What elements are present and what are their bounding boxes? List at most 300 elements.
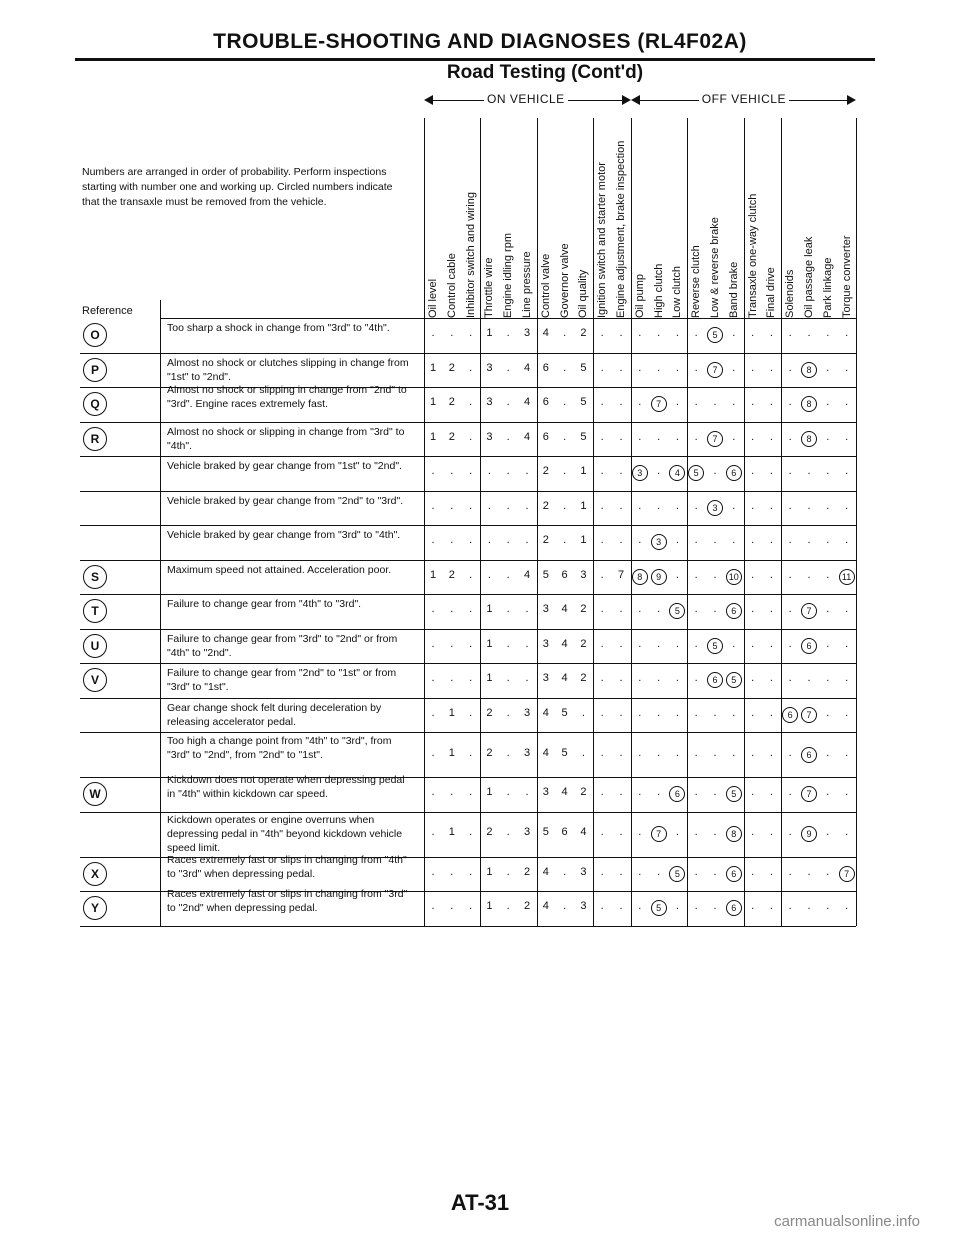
row-description: Vehicle braked by gear change from "1st" to "2nd". bbox=[167, 460, 402, 473]
grid-vline bbox=[160, 300, 161, 926]
grid-hline bbox=[80, 525, 856, 526]
table-cell bbox=[762, 465, 780, 477]
row-reference-badge: W bbox=[83, 782, 107, 806]
row-description: Failure to change gear from "4th" to "3rd". bbox=[167, 598, 362, 611]
table-cell bbox=[462, 569, 480, 581]
grid-hline bbox=[80, 560, 856, 561]
intro-text: Numbers are arranged in order of probability. Perform inspections starting with number one and working up. Circled numbers indicate that the transaxle must be removed from the vehicle. bbox=[82, 166, 393, 208]
table-cell bbox=[462, 672, 480, 684]
circled-number: 7 bbox=[801, 707, 817, 723]
table-cell bbox=[668, 826, 686, 838]
table-cell bbox=[762, 707, 780, 719]
table-cell bbox=[480, 500, 498, 512]
cell-value: 1 bbox=[486, 672, 493, 685]
circled-number: 8 bbox=[801, 396, 817, 412]
column-header bbox=[426, 110, 440, 318]
table-cell bbox=[424, 900, 442, 912]
cell-value: . bbox=[469, 900, 473, 913]
grid-vline bbox=[744, 118, 745, 926]
table-cell bbox=[424, 569, 442, 581]
table-cell bbox=[518, 431, 536, 443]
table-cell bbox=[612, 786, 630, 798]
cell-value: . bbox=[525, 603, 529, 616]
cell-value: . bbox=[600, 327, 604, 340]
table-cell bbox=[781, 826, 799, 838]
cell-value: . bbox=[751, 568, 755, 581]
cell-value: . bbox=[600, 430, 604, 443]
cell-value: 5 bbox=[580, 361, 587, 374]
row-description: Too high a change point from "4th" to "3rd", from "3rd" to "2nd", from "2nd" to "1st". bbox=[167, 734, 392, 761]
circled-number: 5 bbox=[651, 900, 667, 916]
cell-value: 4 bbox=[542, 865, 549, 878]
table-cell bbox=[556, 672, 574, 684]
column-header-label: Torque converter bbox=[840, 235, 853, 318]
cell-value: . bbox=[826, 465, 830, 478]
table-cell bbox=[650, 747, 668, 759]
cell-value: . bbox=[619, 327, 623, 340]
table-cell bbox=[480, 603, 498, 615]
table-cell bbox=[650, 327, 668, 339]
cell-value: . bbox=[751, 826, 755, 838]
table-cell bbox=[819, 707, 837, 719]
cell-value: . bbox=[619, 865, 623, 878]
table-cell bbox=[650, 638, 668, 650]
table-cell bbox=[819, 396, 837, 408]
table-cell bbox=[574, 747, 592, 759]
column-header bbox=[652, 110, 666, 318]
grid-vline bbox=[856, 118, 857, 926]
table-cell bbox=[537, 826, 555, 838]
table-cell bbox=[687, 534, 705, 546]
cell-value: . bbox=[845, 706, 849, 719]
table-cell bbox=[480, 396, 498, 408]
cell-value: . bbox=[845, 637, 849, 650]
cell-value: . bbox=[788, 465, 792, 478]
cell-value: . bbox=[638, 706, 642, 719]
table-cell bbox=[725, 569, 743, 585]
column-header-label: Final drive bbox=[765, 267, 778, 318]
table-cell bbox=[762, 672, 780, 684]
cell-value: . bbox=[506, 746, 510, 759]
cell-value: . bbox=[619, 430, 623, 443]
cell-value: . bbox=[826, 637, 830, 650]
table-cell bbox=[462, 396, 480, 408]
circled-number: 8 bbox=[801, 431, 817, 447]
table-cell bbox=[574, 534, 592, 546]
cell-value: . bbox=[826, 900, 830, 913]
cell-value: . bbox=[769, 499, 773, 512]
cell-value: 4 bbox=[523, 568, 531, 581]
table-cell bbox=[462, 826, 480, 838]
grid-hline bbox=[80, 353, 856, 354]
table-cell bbox=[762, 747, 780, 759]
table-cell bbox=[537, 786, 555, 798]
cell-value: 2 bbox=[486, 706, 493, 719]
table-cell bbox=[668, 465, 686, 481]
table-cell bbox=[593, 465, 611, 477]
cell-value: 2 bbox=[523, 865, 531, 878]
table-cell bbox=[725, 826, 743, 842]
column-header-label: Engine adjustment, brake inspection bbox=[615, 140, 627, 318]
cell-value: . bbox=[769, 786, 773, 799]
table-cell bbox=[462, 603, 480, 615]
table-cell bbox=[744, 396, 762, 408]
table-cell bbox=[574, 900, 592, 912]
cell-value: . bbox=[619, 499, 623, 512]
table-cell bbox=[687, 866, 705, 878]
table-cell bbox=[781, 672, 799, 684]
table-cell bbox=[612, 638, 630, 650]
cell-value: . bbox=[845, 534, 849, 547]
cell-value: . bbox=[506, 826, 510, 838]
table-cell bbox=[480, 900, 498, 912]
cell-value: . bbox=[807, 499, 811, 512]
table-cell bbox=[556, 396, 574, 408]
cell-value: 4 bbox=[542, 746, 549, 759]
cell-value: . bbox=[638, 637, 642, 650]
cell-value: . bbox=[506, 396, 510, 409]
cell-value: . bbox=[713, 865, 717, 878]
circled-number: 11 bbox=[839, 569, 855, 585]
cell-value: . bbox=[713, 786, 717, 799]
table-cell bbox=[744, 866, 762, 878]
cell-value: . bbox=[788, 900, 792, 913]
table-cell bbox=[556, 431, 574, 443]
cell-value: 3 bbox=[486, 430, 493, 443]
table-cell bbox=[424, 707, 442, 719]
cell-value: . bbox=[638, 499, 642, 512]
row-description: Gear change shock felt during deceleration by releasing accelerator pedal. bbox=[167, 701, 382, 728]
cell-value: . bbox=[788, 672, 792, 685]
table-cell bbox=[499, 362, 517, 374]
circled-number: 4 bbox=[669, 465, 685, 481]
column-header-label: Transaxle one-way clutch bbox=[746, 193, 759, 318]
cell-value: . bbox=[638, 786, 642, 799]
table-cell bbox=[650, 465, 668, 477]
table-cell bbox=[744, 362, 762, 374]
cell-value: . bbox=[469, 396, 473, 409]
off-vehicle-label: OFF VEHICLE bbox=[699, 92, 789, 106]
table-cell bbox=[537, 603, 555, 615]
cell-value: . bbox=[845, 900, 849, 913]
cell-value: . bbox=[845, 672, 849, 685]
row-reference-badge: V bbox=[83, 668, 107, 692]
table-cell bbox=[612, 500, 630, 512]
grid-vline bbox=[537, 118, 538, 926]
table-cell bbox=[593, 900, 611, 912]
column-header bbox=[501, 110, 515, 318]
table-cell bbox=[480, 866, 498, 878]
page-number: AT-31 bbox=[450, 1190, 510, 1215]
table-cell bbox=[593, 362, 611, 374]
cell-value: . bbox=[713, 746, 717, 759]
circled-number: 3 bbox=[707, 500, 723, 516]
cell-value: . bbox=[769, 396, 773, 409]
cell-value: . bbox=[845, 786, 849, 799]
cell-value: . bbox=[506, 568, 510, 581]
column-header-label: Throttle wire bbox=[483, 257, 496, 318]
cell-value: . bbox=[600, 637, 604, 650]
reference-label: Reference bbox=[82, 305, 133, 317]
table-cell bbox=[838, 327, 856, 339]
cell-value: . bbox=[845, 746, 849, 759]
cell-value: 2 bbox=[448, 430, 455, 443]
row-reference-badge: T bbox=[83, 599, 107, 623]
table-cell bbox=[744, 826, 762, 838]
table-cell bbox=[612, 431, 630, 443]
cell-value: . bbox=[675, 826, 679, 838]
table-cell bbox=[687, 826, 705, 838]
table-cell bbox=[574, 638, 592, 650]
circled-number: 6 bbox=[726, 603, 742, 619]
table-cell bbox=[518, 826, 536, 838]
table-cell bbox=[781, 900, 799, 912]
cell-value: 1 bbox=[486, 603, 493, 616]
table-cell bbox=[800, 747, 818, 763]
column-header-label: Ignition switch and starter motor bbox=[596, 162, 609, 318]
cell-value: . bbox=[506, 327, 510, 340]
cell-value: . bbox=[563, 327, 567, 340]
table-cell bbox=[781, 866, 799, 878]
table-cell bbox=[819, 747, 837, 759]
table-cell bbox=[781, 500, 799, 512]
cell-value: . bbox=[713, 826, 717, 838]
cell-value: . bbox=[619, 534, 623, 547]
cell-value: . bbox=[506, 900, 510, 913]
grid-hline bbox=[80, 422, 856, 423]
table-cell bbox=[838, 569, 856, 585]
table-cell bbox=[687, 327, 705, 339]
cell-value: 4 bbox=[561, 672, 568, 685]
cell-value: . bbox=[845, 499, 849, 512]
cell-value: 4 bbox=[523, 430, 531, 443]
cell-value: . bbox=[431, 706, 435, 719]
column-header bbox=[482, 110, 496, 318]
table-cell bbox=[424, 638, 442, 650]
cell-value: . bbox=[619, 826, 623, 838]
row-description: Too sharp a shock in change from "3rd" to "4th". bbox=[167, 322, 390, 335]
table-cell bbox=[800, 786, 818, 802]
cell-value: 2 bbox=[486, 746, 493, 759]
table-cell bbox=[480, 465, 498, 477]
table-cell bbox=[518, 638, 536, 650]
cell-value: . bbox=[826, 865, 830, 878]
cell-value: 4 bbox=[523, 396, 531, 409]
cell-value: . bbox=[675, 499, 679, 512]
table-cell bbox=[612, 747, 630, 759]
table-cell bbox=[819, 534, 837, 546]
cell-value: . bbox=[506, 637, 510, 650]
table-cell bbox=[800, 534, 818, 546]
table-cell bbox=[800, 569, 818, 581]
table-cell bbox=[762, 569, 780, 581]
cell-value: . bbox=[845, 603, 849, 616]
cell-value: . bbox=[788, 568, 792, 581]
table-cell bbox=[518, 327, 536, 339]
table-cell bbox=[499, 866, 517, 878]
column-header bbox=[445, 110, 459, 318]
table-cell bbox=[744, 900, 762, 912]
table-cell bbox=[443, 534, 461, 546]
column-header-label: Engine idling rpm bbox=[502, 233, 515, 318]
table-cell bbox=[668, 747, 686, 759]
table-cell bbox=[800, 900, 818, 912]
column-header-label: Band brake bbox=[727, 261, 740, 318]
grid-vline bbox=[781, 118, 782, 926]
circled-number: 5 bbox=[726, 786, 742, 802]
table-cell bbox=[781, 465, 799, 477]
row-description: Maximum speed not attained. Acceleration poor. bbox=[167, 563, 392, 576]
cell-value: . bbox=[845, 361, 849, 374]
table-cell bbox=[424, 672, 442, 684]
cell-value: . bbox=[807, 465, 811, 478]
cell-value: . bbox=[713, 706, 717, 719]
cell-value: . bbox=[732, 430, 736, 443]
table-cell bbox=[574, 603, 592, 615]
cell-value: . bbox=[469, 865, 473, 878]
table-cell bbox=[556, 638, 574, 650]
table-cell bbox=[593, 431, 611, 443]
cell-value: . bbox=[788, 396, 792, 409]
column-header bbox=[708, 110, 722, 318]
table-cell bbox=[443, 826, 461, 838]
circled-number: 8 bbox=[726, 826, 742, 842]
table-cell bbox=[537, 747, 555, 759]
cell-value: . bbox=[826, 786, 830, 799]
table-cell bbox=[612, 534, 630, 546]
cell-value: 6 bbox=[561, 568, 568, 581]
cell-value: . bbox=[450, 327, 454, 340]
table-cell bbox=[650, 707, 668, 719]
table-cell bbox=[424, 465, 442, 477]
circled-number: 7 bbox=[839, 866, 855, 882]
table-cell bbox=[725, 786, 743, 802]
table-cell bbox=[480, 327, 498, 339]
cell-value: . bbox=[675, 327, 679, 340]
cell-value: . bbox=[431, 826, 435, 838]
table-cell bbox=[800, 431, 818, 447]
cell-value: . bbox=[619, 361, 623, 374]
table-cell bbox=[499, 465, 517, 477]
cell-value: 1 bbox=[580, 534, 587, 547]
cell-value: . bbox=[751, 865, 755, 878]
circled-number: 9 bbox=[651, 569, 667, 585]
table-cell bbox=[706, 900, 724, 912]
table-cell bbox=[518, 569, 536, 581]
cell-value: . bbox=[638, 900, 642, 913]
cell-value: 1 bbox=[486, 637, 493, 650]
table-cell bbox=[499, 786, 517, 798]
table-cell bbox=[781, 786, 799, 798]
cell-value: . bbox=[675, 568, 679, 581]
cell-value: . bbox=[600, 361, 604, 374]
row-description: Almost no shock or slipping in change from "3rd" to "4th". bbox=[167, 425, 405, 452]
cell-value: . bbox=[487, 465, 491, 478]
table-cell bbox=[838, 707, 856, 719]
row-reference-badge: Y bbox=[83, 896, 107, 920]
cell-value: . bbox=[600, 826, 604, 838]
table-cell bbox=[537, 431, 555, 443]
table-cell bbox=[819, 786, 837, 798]
cell-value: 2 bbox=[580, 786, 587, 799]
cell-value: 6 bbox=[542, 396, 549, 409]
table-cell bbox=[518, 603, 536, 615]
table-cell bbox=[819, 500, 837, 512]
circled-number: 6 bbox=[782, 707, 798, 723]
table-cell bbox=[462, 362, 480, 374]
column-header bbox=[464, 110, 478, 318]
cell-value: . bbox=[713, 465, 717, 478]
cell-value: . bbox=[431, 900, 435, 913]
table-cell bbox=[593, 826, 611, 838]
table-cell bbox=[556, 826, 574, 838]
cell-value: . bbox=[826, 534, 830, 547]
table-cell bbox=[781, 396, 799, 408]
table-cell bbox=[518, 465, 536, 477]
table-cell bbox=[781, 603, 799, 615]
table-cell bbox=[631, 900, 649, 912]
off-vehicle-arrow-left bbox=[631, 95, 640, 105]
circled-number: 8 bbox=[801, 362, 817, 378]
cell-value: 4 bbox=[542, 900, 549, 913]
cell-value: 1 bbox=[486, 327, 493, 340]
table-cell bbox=[800, 638, 818, 654]
table-cell bbox=[480, 362, 498, 374]
table-cell bbox=[668, 672, 686, 684]
circled-number: 7 bbox=[651, 396, 667, 412]
cell-value: . bbox=[769, 465, 773, 478]
table-cell bbox=[443, 866, 461, 878]
row-reference-badge: P bbox=[83, 358, 107, 382]
cell-value: 2 bbox=[542, 465, 549, 478]
cell-value: . bbox=[619, 706, 623, 719]
cell-value: . bbox=[487, 568, 491, 581]
table-cell bbox=[462, 638, 480, 650]
table-cell bbox=[518, 707, 536, 719]
table-cell bbox=[480, 638, 498, 650]
table-cell bbox=[631, 786, 649, 798]
table-cell bbox=[612, 900, 630, 912]
circled-number: 6 bbox=[801, 747, 817, 763]
cell-value: . bbox=[788, 327, 792, 340]
cell-value: . bbox=[450, 465, 454, 478]
cell-value: . bbox=[469, 786, 473, 799]
table-cell bbox=[631, 638, 649, 650]
cell-value: . bbox=[657, 327, 661, 340]
table-cell bbox=[800, 866, 818, 878]
page-subtitle: Road Testing (Cont'd) bbox=[446, 62, 644, 83]
table-cell bbox=[574, 672, 592, 684]
table-cell bbox=[556, 603, 574, 615]
column-header bbox=[539, 110, 553, 318]
table-cell bbox=[650, 672, 668, 684]
table-cell bbox=[687, 431, 705, 443]
column-header bbox=[802, 110, 816, 318]
cell-value: . bbox=[788, 637, 792, 650]
table-cell bbox=[744, 638, 762, 650]
cell-value: . bbox=[431, 786, 435, 799]
table-cell bbox=[725, 500, 743, 512]
cell-value: . bbox=[751, 786, 755, 799]
cell-value: . bbox=[788, 746, 792, 759]
cell-value: . bbox=[600, 465, 604, 478]
table-cell bbox=[725, 396, 743, 408]
table-cell bbox=[518, 900, 536, 912]
table-cell bbox=[499, 327, 517, 339]
cell-value: . bbox=[619, 637, 623, 650]
table-cell bbox=[593, 638, 611, 650]
row-description: Failure to change gear from "3rd" to "2nd" or from "4th" to "2nd". bbox=[167, 632, 398, 659]
